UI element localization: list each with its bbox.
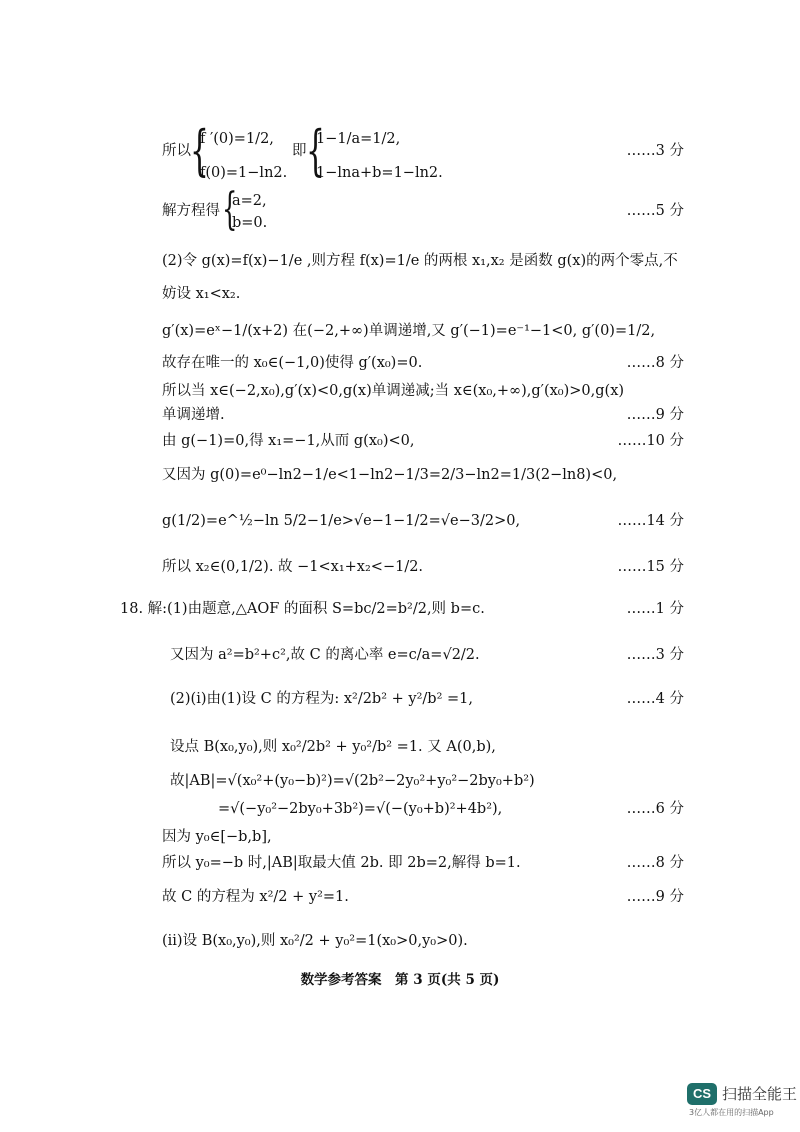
score-mark: ……9 分 — [626, 889, 684, 905]
solution-line: 又因为 g(0)=e⁰−ln2−1/e<1−ln2−1/3=2/3−ln2=1/3(2−ln8)<0, — [162, 467, 618, 483]
solution-line: 又因为 a²=b²+c²,故 C 的离心率 e=c/a=√2/2. — [170, 647, 480, 663]
solution-line: 由 g(−1)=0,得 x₁=−1,从而 g(x₀)<0, — [162, 433, 415, 449]
solution-line: 因为 y₀∈[−b,b], — [162, 829, 272, 845]
score-mark: ……5 分 — [626, 203, 684, 219]
score-mark: ……10 分 — [617, 433, 684, 449]
solution-line: 设点 B(x₀,y₀),则 x₀²/2b² + y₀²/b² =1. 又 A(0,b), — [170, 739, 496, 755]
text-so: 所以 — [162, 143, 191, 159]
eq-f0: f(0)=1−ln2. — [200, 165, 288, 181]
eq-b: b=0. — [232, 215, 268, 231]
score-mark: ……8 分 — [626, 855, 684, 871]
score-mark: ……6 分 — [626, 801, 684, 817]
score-mark: ……15 分 — [617, 559, 684, 575]
eq-1: 1−1/a=1/2, — [316, 131, 401, 147]
score-mark: ……1 分 — [626, 601, 684, 617]
solution-line: (2)令 g(x)=f(x)−1/e ,则方程 f(x)=1/e 的两根 x₁,x₂ 是函数 g(x)的两个零点,不 — [162, 253, 678, 269]
text-solve: 解方程得 — [162, 203, 220, 219]
brace-left: { — [306, 119, 325, 182]
solution-line: g′(x)=eˣ−1/(x+2) 在(−2,+∞)单调递增,又 g′(−1)=e⁻¹−1<0, g′(0)=1/2, — [162, 323, 656, 339]
brace-left: { — [222, 184, 238, 235]
solution-line: (2)(i)由(1)设 C 的方程为: x²/2b² + y²/b² =1, — [170, 691, 473, 707]
solution-line: 故存在唯一的 x₀∈(−1,0)使得 g′(x₀)=0. — [162, 355, 423, 371]
camscanner-logo-icon: CS — [687, 1083, 717, 1105]
solution-line: g(1/2)=e^½−ln 5/2−1/e>√e−1−1/2=√e−3/2>0, — [162, 513, 521, 529]
eq-a: a=2, — [232, 193, 267, 209]
solution-line: 所以当 x∈(−2,x₀),g′(x)<0,g(x)单调递减;当 x∈(x₀,+∞),g′(x₀)>0,g(x) — [162, 383, 625, 399]
watermark-tagline: 3亿人都在用的扫描App — [689, 1108, 774, 1117]
brace-left: { — [190, 119, 209, 182]
solution-line: 故 C 的方程为 x²/2 + y²=1. — [162, 889, 349, 905]
page-footer: 数学参考答案 第 3 页(共 5 页) — [300, 972, 500, 988]
solution-line: 单调递增. — [162, 407, 225, 423]
watermark-name: 扫描全能王 — [722, 1085, 798, 1103]
score-mark: ……3 分 — [626, 143, 684, 159]
score-mark: ……14 分 — [617, 513, 684, 529]
solution-line: 妨设 x₁<x₂. — [162, 286, 241, 302]
solution-line: 故|AB|=√(x₀²+(y₀−b)²)=√(2b²−2y₀²+y₀²−2by₀+b²) — [170, 773, 535, 789]
score-mark: ……8 分 — [626, 355, 684, 371]
solution-line: (ii)设 B(x₀,y₀),则 x₀²/2 + y₀²=1(x₀>0,y₀>0). — [162, 933, 468, 949]
solution-line: =√(−y₀²−2by₀+3b²)=√(−(y₀+b)²+4b²), — [218, 801, 503, 817]
eq-2: 1−lna+b=1−ln2. — [316, 165, 443, 181]
score-mark: ……9 分 — [626, 407, 684, 423]
text-namely: 即 — [292, 143, 307, 159]
score-mark: ……3 分 — [626, 647, 684, 663]
solution-line: 18. 解:(1)由题意,△AOF 的面积 S=bc/2=b²/2,则 b=c. — [120, 601, 485, 617]
eq-fprime0: f ′(0)=1/2, — [200, 131, 274, 147]
solution-line: 所以 y₀=−b 时,|AB|取最大值 2b. 即 2b=2,解得 b=1. — [162, 855, 521, 871]
score-mark: ……4 分 — [626, 691, 684, 707]
solution-line: 所以 x₂∈(0,1/2). 故 −1<x₁+x₂<−1/2. — [162, 559, 424, 575]
